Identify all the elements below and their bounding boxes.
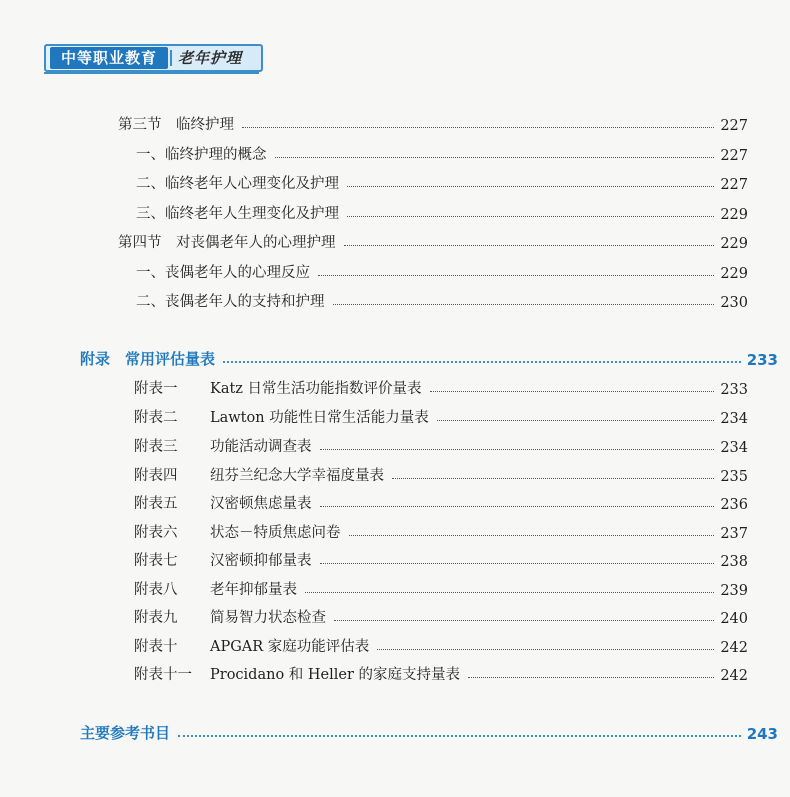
toc-row[interactable] xyxy=(134,660,748,684)
page-number: 239 xyxy=(720,583,748,599)
toc-row[interactable] xyxy=(118,110,748,134)
toc-entry-title xyxy=(136,202,339,223)
dot-leader xyxy=(223,361,741,363)
dot-leader xyxy=(242,127,714,128)
page-number: 242 xyxy=(720,668,748,684)
toc-entry-title xyxy=(134,635,369,656)
toc-entry-title xyxy=(134,521,341,542)
toc-entry-title xyxy=(80,348,215,369)
dot-leader xyxy=(344,245,715,246)
page-number: 242 xyxy=(720,640,748,656)
toc-entry-title xyxy=(134,377,422,398)
dot-leader xyxy=(334,620,714,621)
toc-row[interactable] xyxy=(134,603,748,627)
appendix-table-code: 附表一 xyxy=(134,381,178,397)
appendix-table-code: 附表九 xyxy=(134,610,178,626)
toc-entry-label: Lawton 功能性日常生活能力量表 xyxy=(210,410,429,426)
appendix-table-code: 附表二 xyxy=(134,410,178,426)
toc-entry-label: 汉密顿焦虑量表 xyxy=(210,496,312,512)
page-number: 227 xyxy=(720,177,748,193)
toc-row[interactable] xyxy=(136,258,748,282)
book-title: 老年护理 xyxy=(178,49,243,67)
dot-leader xyxy=(178,735,741,737)
toc-row[interactable] xyxy=(118,228,748,252)
page-number: 229 xyxy=(720,207,748,223)
toc-entry-title xyxy=(134,492,312,513)
toc-entry-title xyxy=(134,663,460,684)
toc-row[interactable] xyxy=(136,169,748,193)
dot-leader xyxy=(349,535,715,536)
toc-entry-label: Procidano 和 Heller 的家庭支持量表 xyxy=(210,667,461,683)
dot-leader xyxy=(437,420,715,421)
dot-leader xyxy=(318,275,714,276)
page-number: 235 xyxy=(720,469,748,485)
page-number: 229 xyxy=(720,236,748,252)
page-number: 233 xyxy=(720,382,748,398)
dot-leader xyxy=(347,216,714,217)
toc-entry-title xyxy=(134,406,429,427)
toc-entry-label: 一、丧偶老年人的心理反应 xyxy=(136,265,310,281)
toc-entry-label: 二、临终老年人心理变化及护理 xyxy=(136,176,339,192)
toc-row[interactable] xyxy=(134,575,748,599)
dot-leader xyxy=(320,506,715,507)
dot-leader xyxy=(320,563,715,564)
series-badge: 中等职业教育 xyxy=(50,47,168,69)
toc-entry-title xyxy=(136,261,310,282)
dot-leader xyxy=(305,592,714,593)
toc-entry-label: 一、临终护理的概念 xyxy=(136,147,267,163)
toc-entry-label: 第三节 临终护理 xyxy=(118,117,234,133)
appendix-table-code: 附表八 xyxy=(134,582,178,598)
toc-entry-label: 纽芬兰纪念大学幸福度量表 xyxy=(210,468,384,484)
toc-entry-title xyxy=(134,606,326,627)
appendix-table-code: 附表十一 xyxy=(134,667,192,683)
dot-leader xyxy=(333,304,715,305)
toc-entry-title xyxy=(80,722,170,743)
appendix-table-code: 附表五 xyxy=(134,496,178,512)
appendix-table-code: 附表四 xyxy=(134,468,178,484)
toc-section-row[interactable] xyxy=(80,345,778,369)
toc-entry-label: 简易智力状态检查 xyxy=(210,610,326,626)
toc-row[interactable] xyxy=(134,632,748,656)
toc-entry-title xyxy=(134,435,312,456)
toc-entry-title xyxy=(134,578,297,599)
toc-entry-label: Katz 日常生活功能指数评价量表 xyxy=(210,381,422,397)
toc-row[interactable] xyxy=(134,403,748,427)
toc-entry-label: 二、丧偶老年人的支持和护理 xyxy=(136,294,325,310)
toc-row[interactable] xyxy=(134,518,748,542)
toc-entry-label: 三、临终老年人生理变化及护理 xyxy=(136,206,339,222)
dot-leader xyxy=(377,649,714,650)
toc-row[interactable] xyxy=(134,489,748,513)
toc-row[interactable] xyxy=(134,546,748,570)
toc-entry-label: 功能活动调查表 xyxy=(210,439,312,455)
dot-leader xyxy=(320,449,715,450)
dot-leader xyxy=(275,157,715,158)
page-number: 243 xyxy=(746,725,778,743)
toc-entry-title xyxy=(134,464,384,485)
toc-entry-title xyxy=(134,549,312,570)
dot-leader xyxy=(347,186,714,187)
dot-leader xyxy=(430,391,715,392)
page-number: 234 xyxy=(720,411,748,427)
page-number: 233 xyxy=(746,351,778,369)
toc-row[interactable] xyxy=(136,199,748,223)
dot-leader xyxy=(468,677,714,678)
toc-entry-label: 老年抑郁量表 xyxy=(210,582,297,598)
appendix-table-code: 附表七 xyxy=(134,553,178,569)
page-number: 227 xyxy=(720,118,748,134)
page-number: 238 xyxy=(720,554,748,570)
toc-entry-title xyxy=(136,172,339,193)
appendix-table-code: 附表三 xyxy=(134,439,178,455)
toc-row[interactable] xyxy=(136,140,748,164)
toc-entry-label: 主要参考书目 xyxy=(80,724,171,742)
toc-entry-label: 附录 常用评估量表 xyxy=(80,350,216,368)
toc-entry-label: 状态－特质焦虑问卷 xyxy=(210,525,341,541)
toc-entry-title xyxy=(118,231,336,252)
appendix-table-code: 附表十 xyxy=(134,639,178,655)
toc-row[interactable] xyxy=(136,287,748,311)
appendix-table-code: 附表六 xyxy=(134,525,178,541)
page-number: 234 xyxy=(720,440,748,456)
toc-entry-title xyxy=(136,143,267,164)
toc-entry-label: 第四节 对丧偶老年人的心理护理 xyxy=(118,235,336,251)
toc-row[interactable] xyxy=(134,461,748,485)
dot-leader xyxy=(392,478,714,479)
toc-row[interactable] xyxy=(134,374,748,398)
toc-section-row[interactable] xyxy=(80,719,778,743)
toc-entry-label: 汉密顿抑郁量表 xyxy=(210,553,312,569)
page-number: 227 xyxy=(720,148,748,164)
toc-entry-title xyxy=(118,113,234,134)
page-number: 236 xyxy=(720,497,748,513)
toc-entry-label: APGAR 家庭功能评估表 xyxy=(210,639,370,655)
page-number: 240 xyxy=(720,611,748,627)
page-number: 237 xyxy=(720,526,748,542)
toc-entry-title xyxy=(136,290,325,311)
toc-row[interactable] xyxy=(134,432,748,456)
page-number: 229 xyxy=(720,266,748,282)
page-number: 230 xyxy=(720,295,748,311)
